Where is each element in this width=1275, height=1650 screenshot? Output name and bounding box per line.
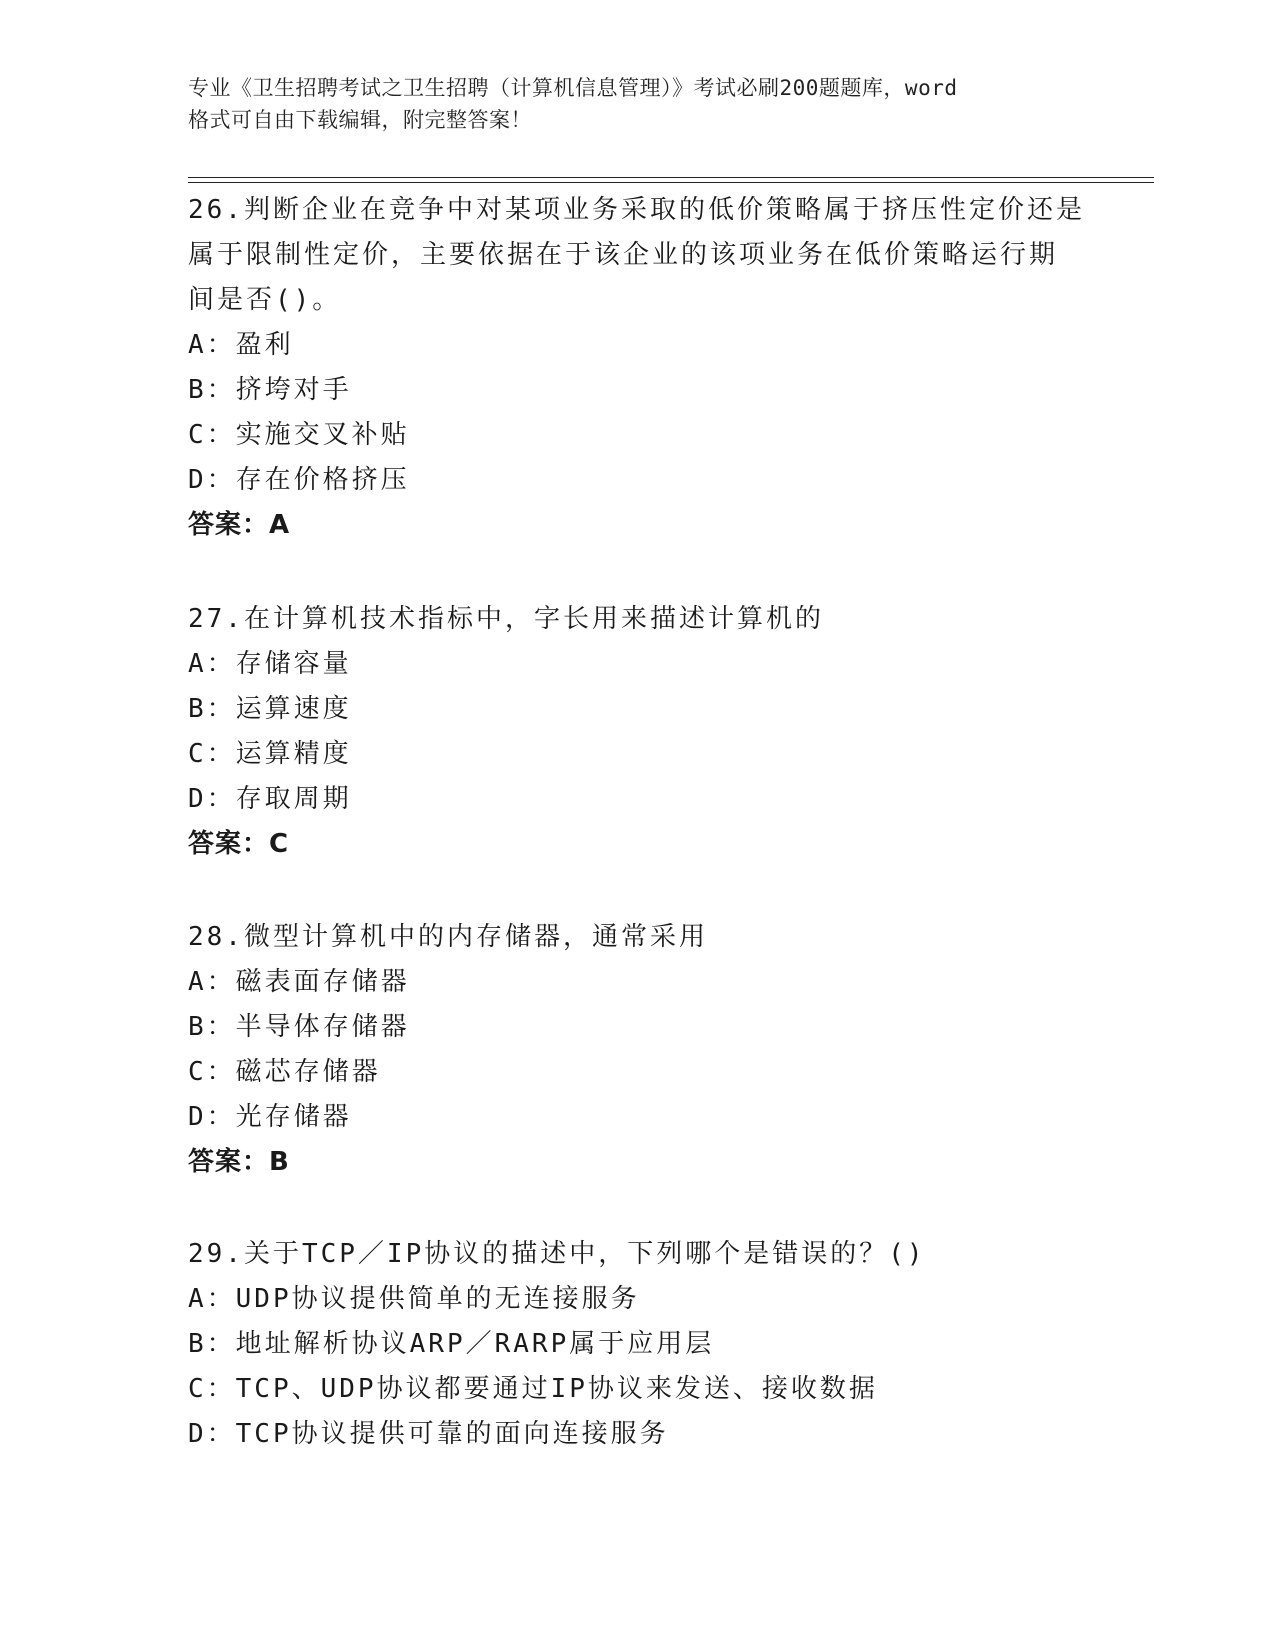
option-d: D：TCP协议提供可靠的面向连接服务 <box>188 1419 669 1449</box>
question-28 <box>188 915 1088 1185</box>
question-stem-line: 属于限制性定价，主要依据在于该企业的该项业务在低价策略运行期 <box>188 240 1059 270</box>
header-line-1: 专业《卫生招聘考试之卫生招聘（计算机信息管理）》考试必刷200题题库，word <box>188 76 958 100</box>
option-c: C：磁芯存储器 <box>188 1057 381 1087</box>
header-divider-bottom <box>188 182 1154 183</box>
header-line-2: 格式可自由下载编辑，附完整答案！ <box>188 108 532 132</box>
option-c: C：实施交叉补贴 <box>188 420 410 450</box>
question-stem-line: 26.判断企业在竞争中对某项业务采取的低价策略属于挤压性定价还是 <box>188 195 1085 225</box>
option-a: A：UDP协议提供简单的无连接服务 <box>188 1284 640 1314</box>
question-stem-line: 28.微型计算机中的内存储器，通常采用 <box>188 922 708 952</box>
question-27 <box>188 597 1088 867</box>
option-d: D：存取周期 <box>188 784 352 814</box>
option-b: B：运算速度 <box>188 694 352 724</box>
question-26 <box>188 188 1088 548</box>
answer-label: 答案：C <box>188 829 290 859</box>
question-stem-line: 29.关于TCP／IP协议的描述中，下列哪个是错误的？() <box>188 1239 926 1269</box>
option-a: A：盈利 <box>188 330 294 360</box>
option-b: B：地址解析协议ARP／RARP属于应用层 <box>188 1329 715 1359</box>
option-c: C：TCP、UDP协议都要通过IP协议来发送、接收数据 <box>188 1374 878 1404</box>
question-stem-line: 27.在计算机技术指标中，字长用来描述计算机的 <box>188 604 824 634</box>
option-a: A：存储容量 <box>188 649 352 679</box>
option-b: B：挤垮对手 <box>188 375 352 405</box>
document-header <box>188 72 1088 136</box>
option-c: C：运算精度 <box>188 739 352 769</box>
option-d: D：光存储器 <box>188 1102 352 1132</box>
header-divider-top <box>188 177 1154 178</box>
question-29 <box>188 1232 1088 1457</box>
answer-label: 答案：A <box>188 510 291 540</box>
answer-label: 答案：B <box>188 1147 290 1177</box>
question-stem-line: 间是否()。 <box>188 285 342 315</box>
option-d: D：存在价格挤压 <box>188 465 410 495</box>
option-b: B：半导体存储器 <box>188 1012 410 1042</box>
option-a: A：磁表面存储器 <box>188 967 410 997</box>
